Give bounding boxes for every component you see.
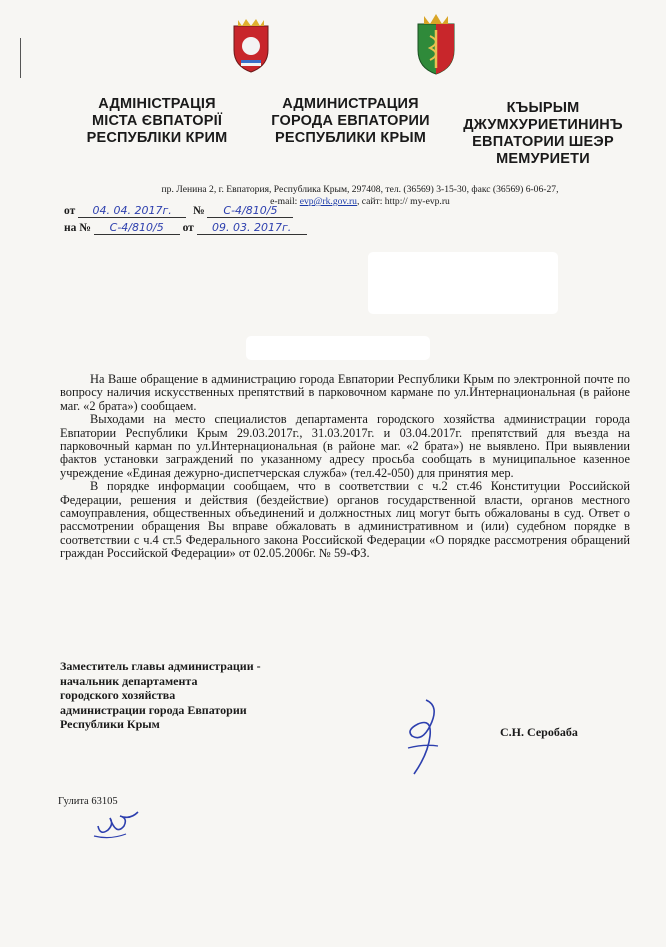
- email-link[interactable]: evp@rk.gov.ru: [299, 196, 357, 207]
- signature-icon: [400, 696, 446, 778]
- header-line: ГОРОДА ЕВПАТОРИИ: [271, 113, 430, 129]
- margin-mark: [20, 38, 21, 78]
- redacted-recipient: [368, 252, 558, 314]
- header-line: КЪЫРЫМ: [506, 100, 580, 116]
- site-text: , сайт: http:// my-evp.ru: [356, 196, 450, 207]
- outgoing-date: 04. 04. 2017г.: [78, 204, 186, 218]
- initials-icon: [90, 796, 148, 842]
- header-line: ЕВПАТОРИИ ШЕЭР: [472, 134, 614, 150]
- header-line: ДЖУМХУРИЕТИНИНЪ: [463, 117, 623, 133]
- from-label: от: [64, 205, 76, 217]
- body-paragraph: Выходами на место специалистов департамента городского хозяйства администрации города Евпатории Республики Крым 29.03.2017г., 31.03.2017г. и 03.04.2017г. препятствий для въезда на парковочный карман по ул.Интернациональная (в районе маг. «2 брата») не выявлено. При выявлении фактов установки заграждений по указанному адресу просьба сообщать в муниципальное казенное учреждение «Единая дежурно-диспетчерская служба» (тел.42-050) для принятия мер.: [60, 412, 630, 480]
- executor: Гулита 63105: [58, 796, 118, 807]
- outgoing-number: С-4/810/5: [207, 204, 293, 218]
- title-line: Республики Крым: [60, 717, 160, 731]
- header-line: МЕМУРИЕТИ: [496, 151, 590, 167]
- redacted-salutation: [246, 336, 430, 360]
- letter-body: [60, 373, 630, 561]
- title-line: администрации города Евпатории: [60, 702, 247, 717]
- header-line: МІСТА ЄВПАТОРІЇ: [91, 113, 223, 129]
- header-line: РЕСПУБЛИКИ КРЫМ: [274, 130, 426, 146]
- evpatoria-coat-of-arms-icon: [410, 12, 462, 78]
- email-label: e-mail:: [270, 196, 300, 207]
- ref-outgoing: [64, 204, 293, 218]
- header-russian: [253, 96, 448, 147]
- crimea-coat-of-arms-icon: [228, 16, 274, 74]
- title-line: Заместитель главы администрации -: [60, 659, 261, 673]
- number-label: №: [193, 205, 205, 217]
- from-label: от: [182, 222, 194, 234]
- in-reply-label: на №: [64, 222, 91, 234]
- title-line: городского хозяйства: [60, 688, 176, 702]
- title-line: начальник департамента: [60, 673, 198, 688]
- signer-name: С.Н. Серобаба: [500, 725, 578, 739]
- body-paragraph: В порядке информации сообщаем, что в соответствии с ч.2 ст.46 Конституции Российской Федерации, решения и действия (бездействие) органов государственной власти, органов местного самоуправления, общественных объединений и должностных лиц могут быть обжалованы в суд. Ответ о рассмотрении обращения Вы вправе обжаловать в административном и (или) судебном порядке в соответствии с ч.4 ст.5 Федерального закона Российской Федерации «О порядке рассмотрения обращений граждан Российской Федерации» от 02.05.2006г. № 59-ФЗ.: [60, 479, 630, 561]
- header-crimean-tatar: [448, 100, 638, 168]
- header-ukrainian: [62, 96, 252, 147]
- signatory-title: [60, 659, 261, 732]
- header-line: РЕСПУБЛІКИ КРИМ: [86, 130, 228, 146]
- header-line: АДМІНІСТРАЦІЯ: [98, 96, 216, 112]
- contact-address: пр. Ленина 2, г. Евпатория, Республика Крым, 297408, тел. (36569) 3-15-30, факс (36569) 6-06-27,: [161, 184, 559, 195]
- header-line: АДМИНИСТРАЦИЯ: [282, 96, 419, 112]
- ref-incoming: [64, 221, 307, 235]
- body-paragraph: На Ваше обращение в администрацию города Евпатории Республики Крым по электронной почте по вопросу наличия искусственных препятствий в парковочном кармане по ул.Интернациональная (в районе маг. «2 брата») сообщаем.: [60, 372, 630, 413]
- incoming-number: С-4/810/5: [94, 221, 180, 235]
- incoming-date: 09. 03. 2017г.: [197, 221, 307, 235]
